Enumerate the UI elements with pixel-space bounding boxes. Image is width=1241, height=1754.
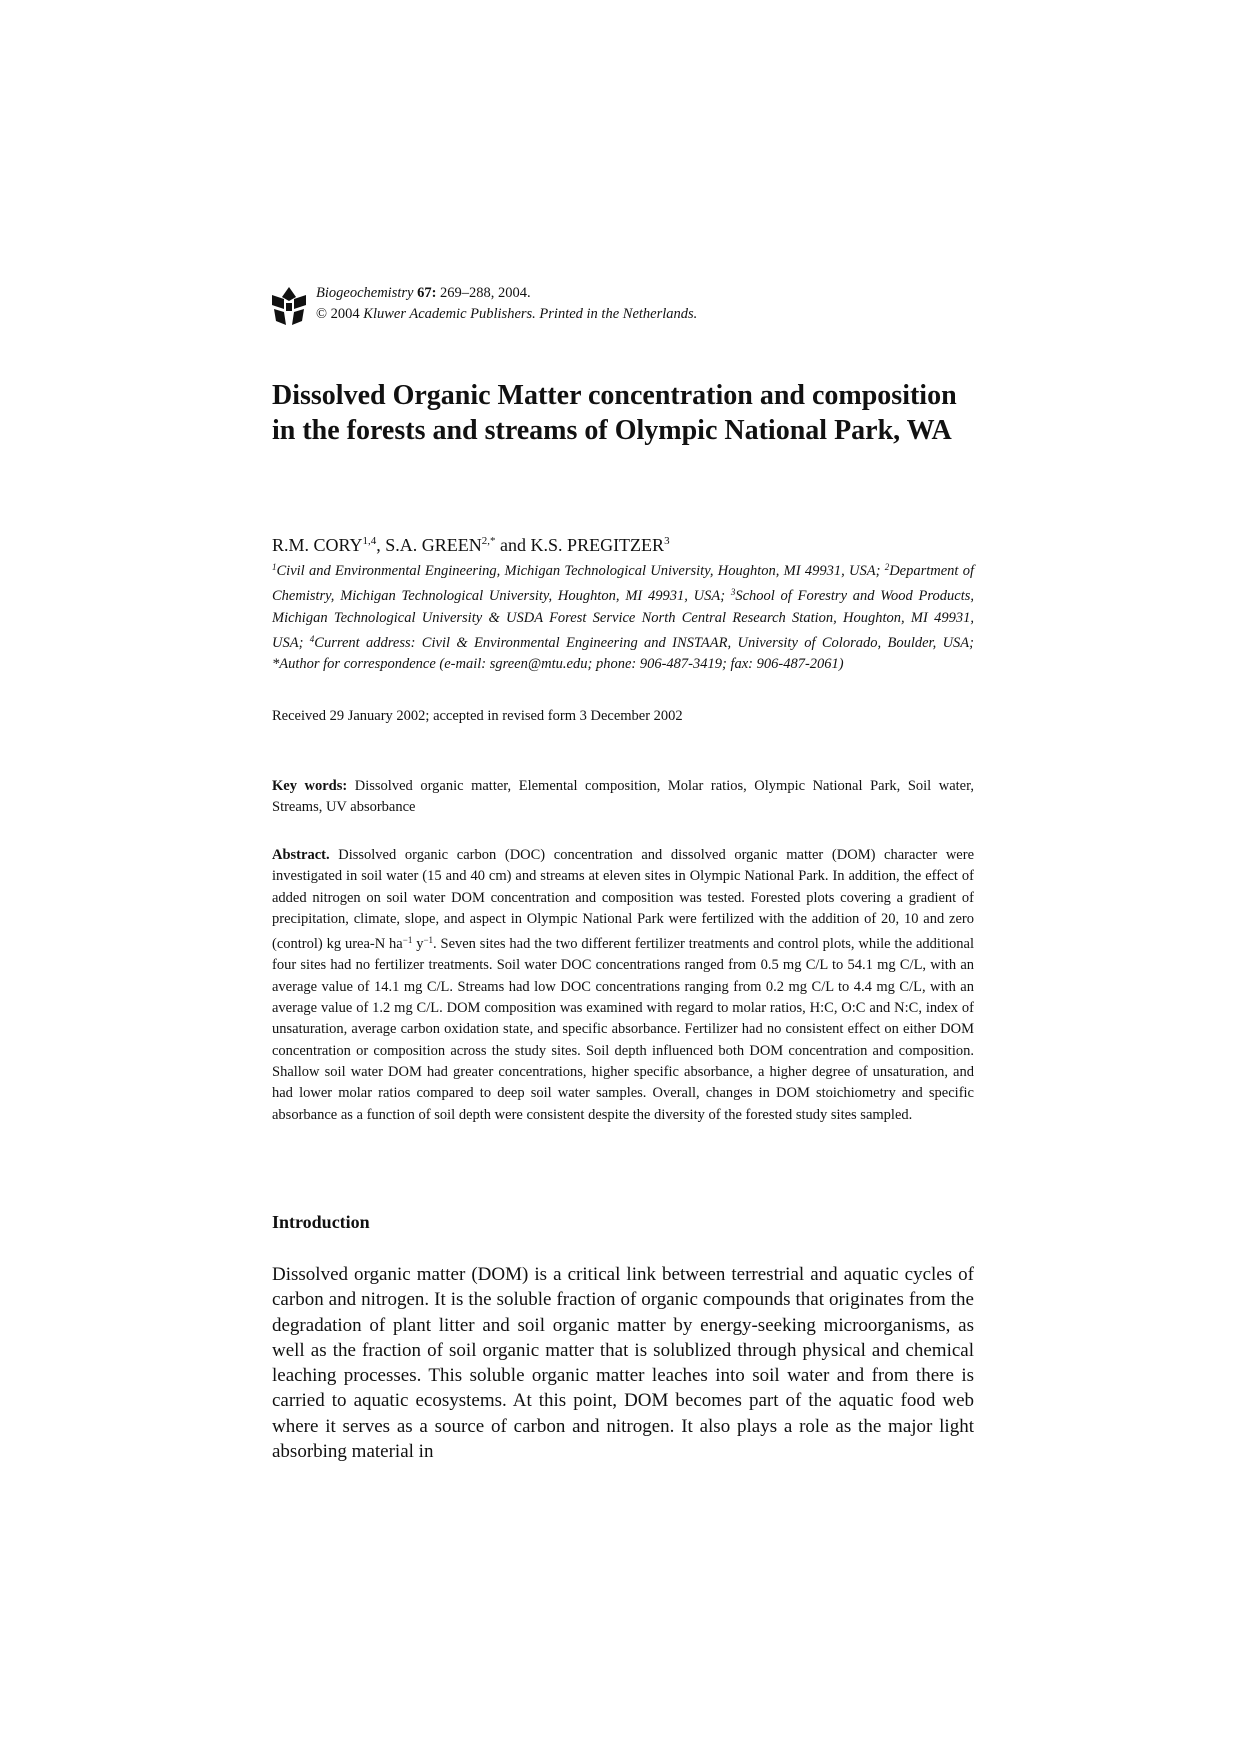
affiliation-text: Current address: Civil & Environmental Engineering and INSTAAR, University of Colorado, Boulder, USA; *Author for correspondence (e-mail: sgreen@mtu.edu; phone: 906-487-3419; fax: 906-487-2061) [272, 634, 974, 673]
received-date: Received 29 January 2002; accepted in revised form 3 December 2002 [272, 708, 683, 724]
author-name: R.M. CORY [272, 535, 363, 555]
abstract-label: Abstract. [272, 847, 330, 863]
introduction-paragraph: Dissolved organic matter (DOM) is a critical link between terrestrial and aquatic cycles of carbon and nitrogen. It is the soluble fraction of organic compounds that originates from the degradation of plant litter and soil organic matter by energy-seeking microorganisms, as well as the fraction of soil organic matter that is solublized through physical and chemical leaching processes. This soluble organic matter leaches into soil water and from there is carried to aquatic ecosystems. At this point, DOM becomes part of the aquatic food web where it serves as a source of carbon and nitrogen. It also plays a role as the major light absorbing material in [272, 1264, 974, 1463]
author-superscript: 3 [664, 535, 670, 547]
affiliation-text: School of Forestry and Wood Products, Michigan Technological University & USDA Forest Service North Central Research Station, Houghton, MI 49931, USA; [272, 588, 975, 651]
journal-pages: 269–288, 2004. [440, 285, 531, 301]
author-name: S.A. GREEN [385, 535, 482, 555]
keywords-label: Key words: [272, 778, 348, 794]
affiliation-number: 3 [730, 587, 736, 598]
author-superscript: 1,4 [362, 535, 377, 547]
author-separator: and [495, 535, 531, 555]
author-list [272, 530, 974, 556]
abstract-text: Dissolved organic carbon (DOC) concentration and dissolved organic matter (DOM) character were investigated in soil water (15 and 40 cm) and streams at eleven sites in Olympic National Park. In addition, the effect of added nitrogen on soil water DOM concentration and composition was tested. Forested plots covering a gradient of precipitation, climate, slope, and aspect in Olympic National Park were fertilized with the addition of 20, 10 and zero (control) kg urea-N ha [272, 847, 974, 953]
journal-header [272, 283, 974, 327]
abstract [272, 845, 974, 1126]
journal-name: Biogeochemistry [316, 285, 414, 301]
affiliation-number: 4 [309, 633, 315, 644]
affiliation-number: 1 [272, 562, 277, 572]
affiliation-text: Department of Chemistry, Michigan Technological University, Houghton, MI 49931, USA; [272, 563, 975, 605]
affiliation-text: Civil and Environmental Engineering, Michigan Technological University, Houghton, MI 49931, USA; [276, 563, 885, 579]
author-separator: , [376, 535, 386, 555]
affiliation-number: 2 [884, 562, 890, 572]
paper-title: Dissolved Organic Matter concentration and composition in the forests and streams of Olympic National Park, WA [272, 380, 957, 446]
journal-citation [316, 283, 697, 325]
affiliations [272, 557, 974, 675]
kluwer-logo-icon [272, 287, 306, 325]
copyright-symbol: © [316, 306, 328, 322]
abstract-text: . Seven sites had the two different fertilizer treatments and control plots, while the additional four sites had no fertilizer treatments. Soil water DOC concentrations ranged from 0.5 mg C/L to 54.1 mg C/L, with an average value of 14.1 mg C/L. Streams had low DOC concentrations ranging from 0.2 mg C/L to 4.4 mg C/L, with an average value of 1.2 mg C/L. DOM composition was examined with regard to molar ratios, H:C, O:C and N:C, index of unsaturation, average carbon oxidation state, and specific absorbance. Fertilizer had no consistent effect on either DOM concentration or composition across the study sites. Soil depth influenced both DOM concentration and composition. Shallow soil water DOM had greater concentrations, higher specific absorbance, a higher degree of unsaturation, and had lower molar ratios compared to deep soil water samples. Overall, changes in DOM stoichiometry and specific absorbance as a function of soil depth were consistent despite the diversity of the forested study sites sampled. [272, 936, 974, 1123]
author-name: K.S. PREGITZER [530, 535, 665, 555]
abstract-superscript: −1 [423, 935, 434, 946]
publisher: Kluwer Academic Publishers. Printed in the Netherlands. [363, 306, 698, 322]
section-heading-introduction: Introduction [272, 1212, 370, 1232]
copyright-year: 2004 [330, 306, 360, 322]
abstract-superscript: −1 [402, 935, 413, 946]
keywords [272, 776, 974, 819]
author-superscript: 2,* [481, 535, 496, 547]
keywords-text: Dissolved organic matter, Elemental composition, Molar ratios, Olympic National Park, Soil water, Streams, UV absorbance [272, 778, 974, 816]
abstract-text: y [412, 936, 424, 953]
journal-volume: 67: [417, 285, 437, 301]
